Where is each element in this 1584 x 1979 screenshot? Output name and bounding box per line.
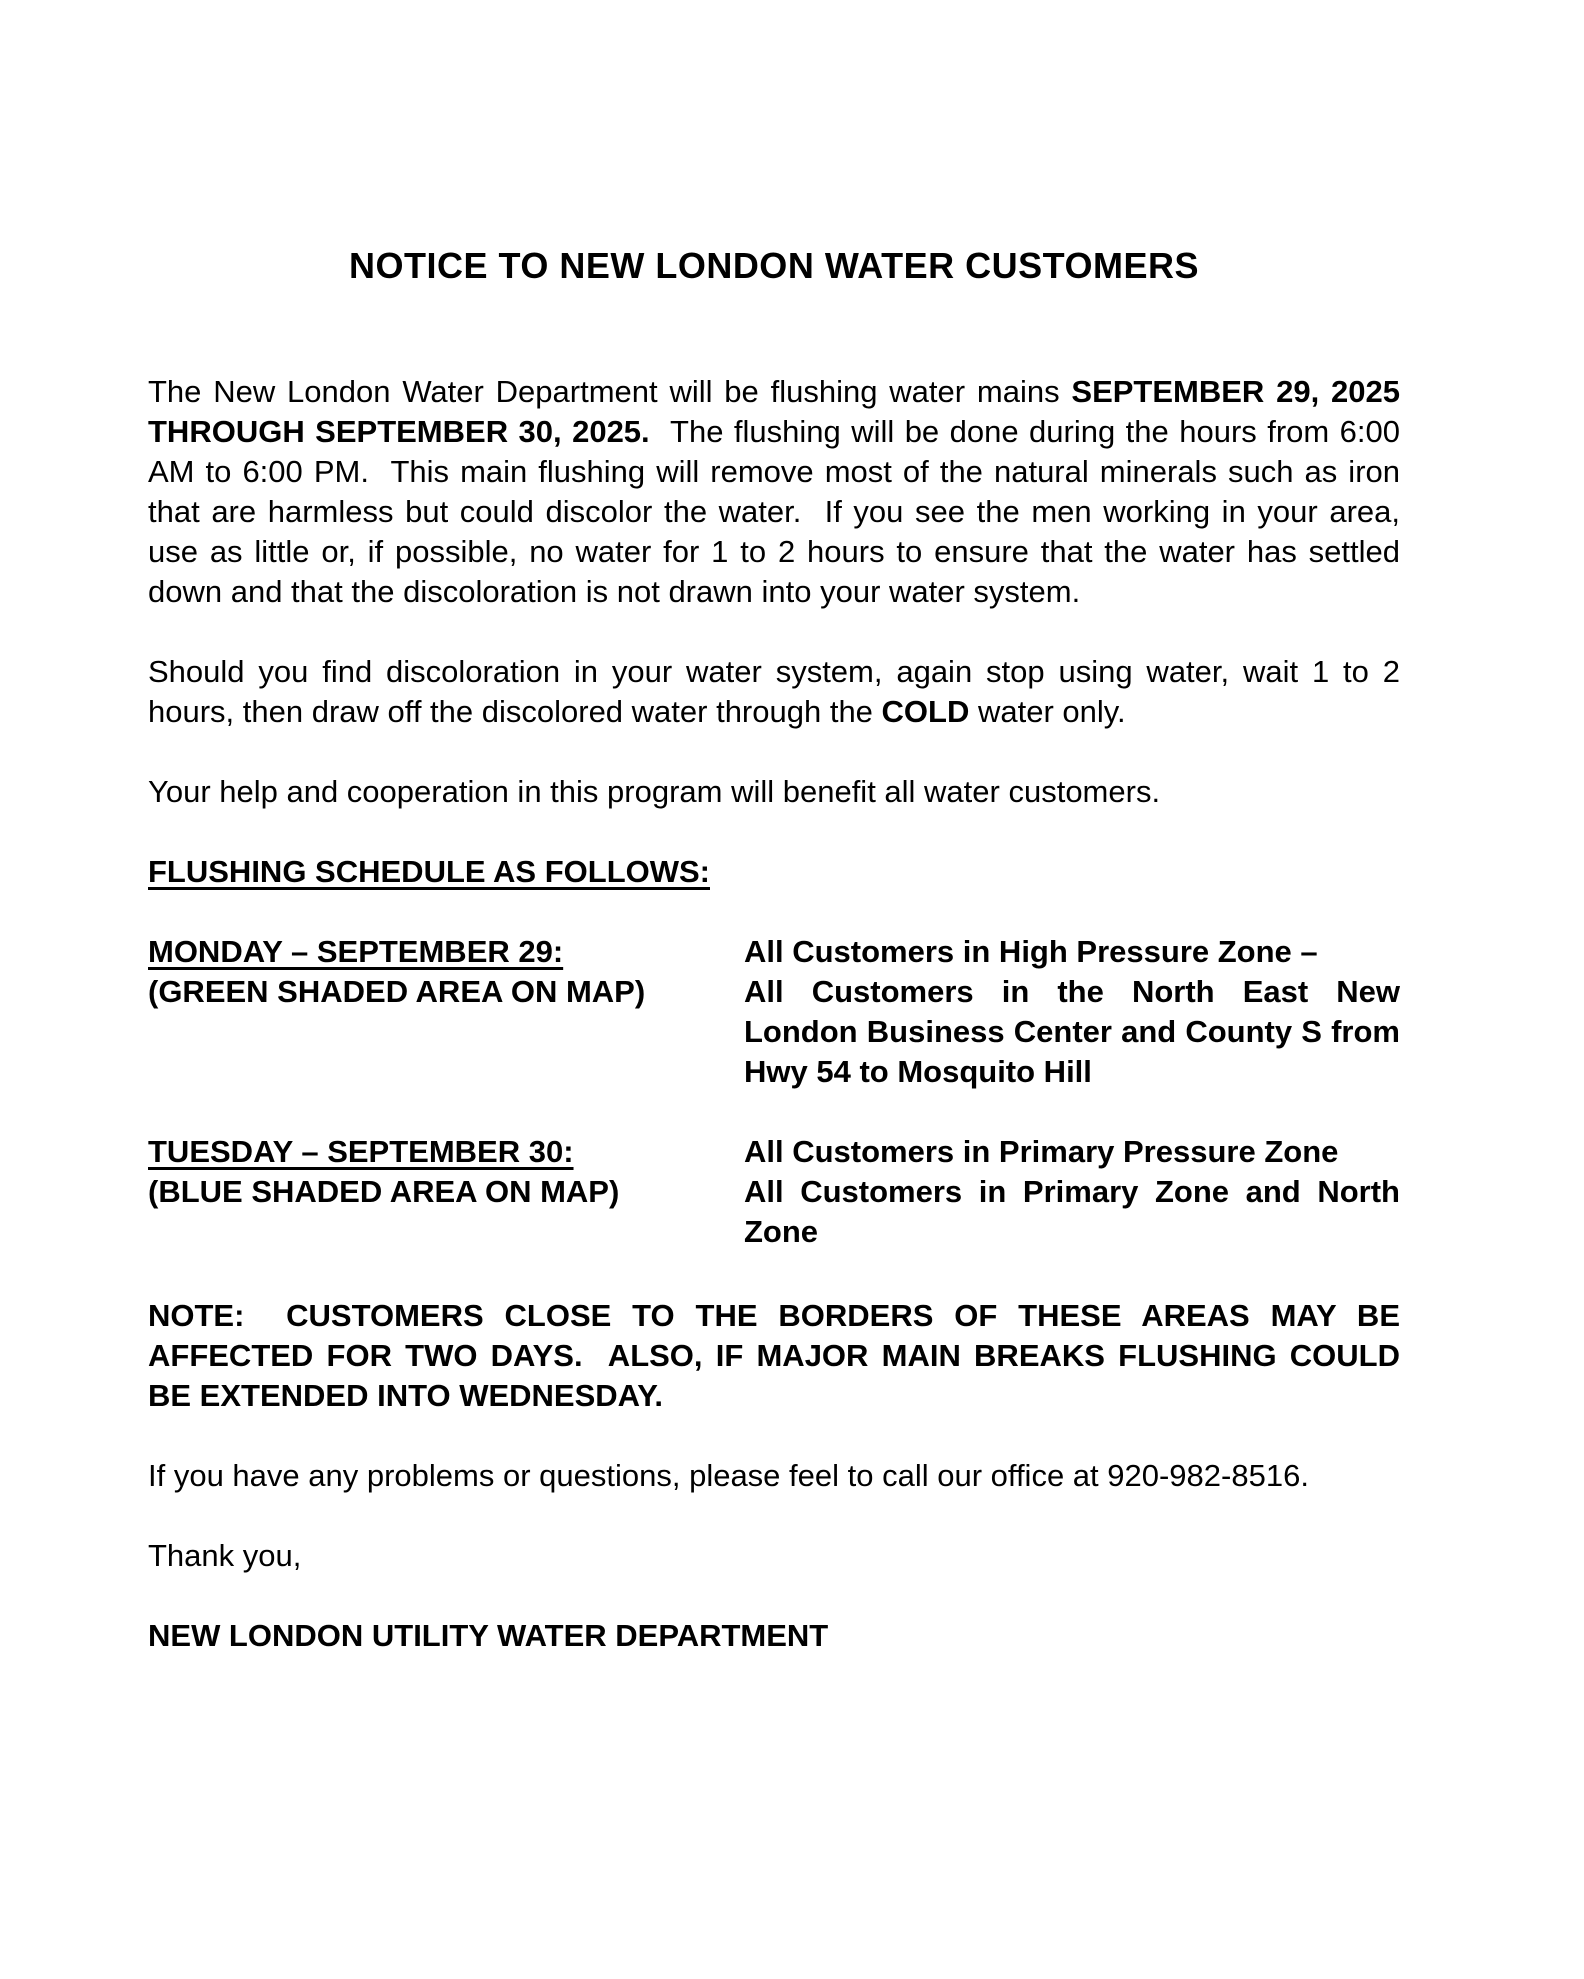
- closing-line: Thank you,: [148, 1538, 302, 1573]
- schedule-tuesday-left: [148, 1132, 744, 1252]
- tuesday-detail-line1: All Customers in Primary Pressure Zone: [744, 1134, 1339, 1169]
- monday-map-note: (GREEN SHADED AREA ON MAP): [148, 974, 646, 1009]
- tuesday-day-heading: [148, 1132, 744, 1172]
- monday-day-heading: [148, 932, 744, 972]
- schedule-row-monday: [148, 932, 1409, 1092]
- intro-paragraph: [148, 372, 1409, 612]
- cold-water-bold: COLD: [881, 694, 970, 729]
- discoloration-paragraph: [148, 652, 1409, 732]
- tuesday-day-heading-text: TUESDAY – SEPTEMBER 30:: [148, 1134, 574, 1169]
- monday-day-heading-text: MONDAY – SEPTEMBER 29:: [148, 934, 564, 969]
- schedule-row-tuesday: [148, 1132, 1409, 1252]
- notice-content: [148, 0, 1409, 1656]
- contact-paragraph: If you have any problems or questions, please feel to call our office at 920-982-8516.: [148, 1458, 1309, 1493]
- schedule-heading: [148, 852, 1400, 892]
- note-paragraph: NOTE: CUSTOMERS CLOSE TO THE BORDERS OF THESE AREAS MAY BE AFFECTED FOR TWO DAYS. ALSO, IF MAJOR MAIN BREAKS FLUSHING COULD BE EXTENDED INTO WEDNESDAY.: [148, 1298, 1409, 1413]
- discoloration-text-pre: Should you find discoloration in your water system, again stop using water, wait 1 to 2 hours, then draw off the discolored water through the: [148, 654, 1409, 729]
- discoloration-text-post: water only.: [969, 694, 1126, 729]
- intro-text-post: The flushing will be done during the hours from 6:00 AM to 6:00 PM. This main flushing will remove most of the natural minerals such as iron that are harmless but could discolor the water. If you see the men working in your area, use as little or, if possible, no water for 1 to 2 hours to ensure that the water has settled down and that the discoloration is not drawn into your water system.: [148, 414, 1409, 609]
- schedule-heading-text: FLUSHING SCHEDULE AS FOLLOWS:: [148, 854, 710, 889]
- monday-detail-line1: All Customers in High Pressure Zone –: [744, 934, 1318, 969]
- schedule-monday-left: [148, 932, 744, 1092]
- flushing-dates-bold: SEPTEMBER 29, 2025 THROUGH SEPTEMBER 30, 2025.: [148, 374, 1409, 449]
- schedule-tuesday-right: [744, 1132, 1409, 1252]
- tuesday-detail-rest: All Customers in Primary Zone and North Zone: [744, 1174, 1409, 1249]
- page-title: NOTICE TO NEW LONDON WATER CUSTOMERS: [348, 245, 1199, 286]
- cooperation-paragraph: Your help and cooperation in this program will benefit all water customers.: [148, 774, 1161, 809]
- tuesday-map-note: (BLUE SHADED AREA ON MAP): [148, 1174, 620, 1209]
- intro-text-pre: The New London Water Department will be flushing water mains: [148, 374, 1072, 409]
- signature-line: NEW LONDON UTILITY WATER DEPARTMENT: [148, 1618, 829, 1653]
- monday-detail-rest: All Customers in the North East New London Business Center and County S from Hwy 54 to Mosquito Hill: [744, 974, 1409, 1089]
- schedule-monday-right: [744, 932, 1409, 1092]
